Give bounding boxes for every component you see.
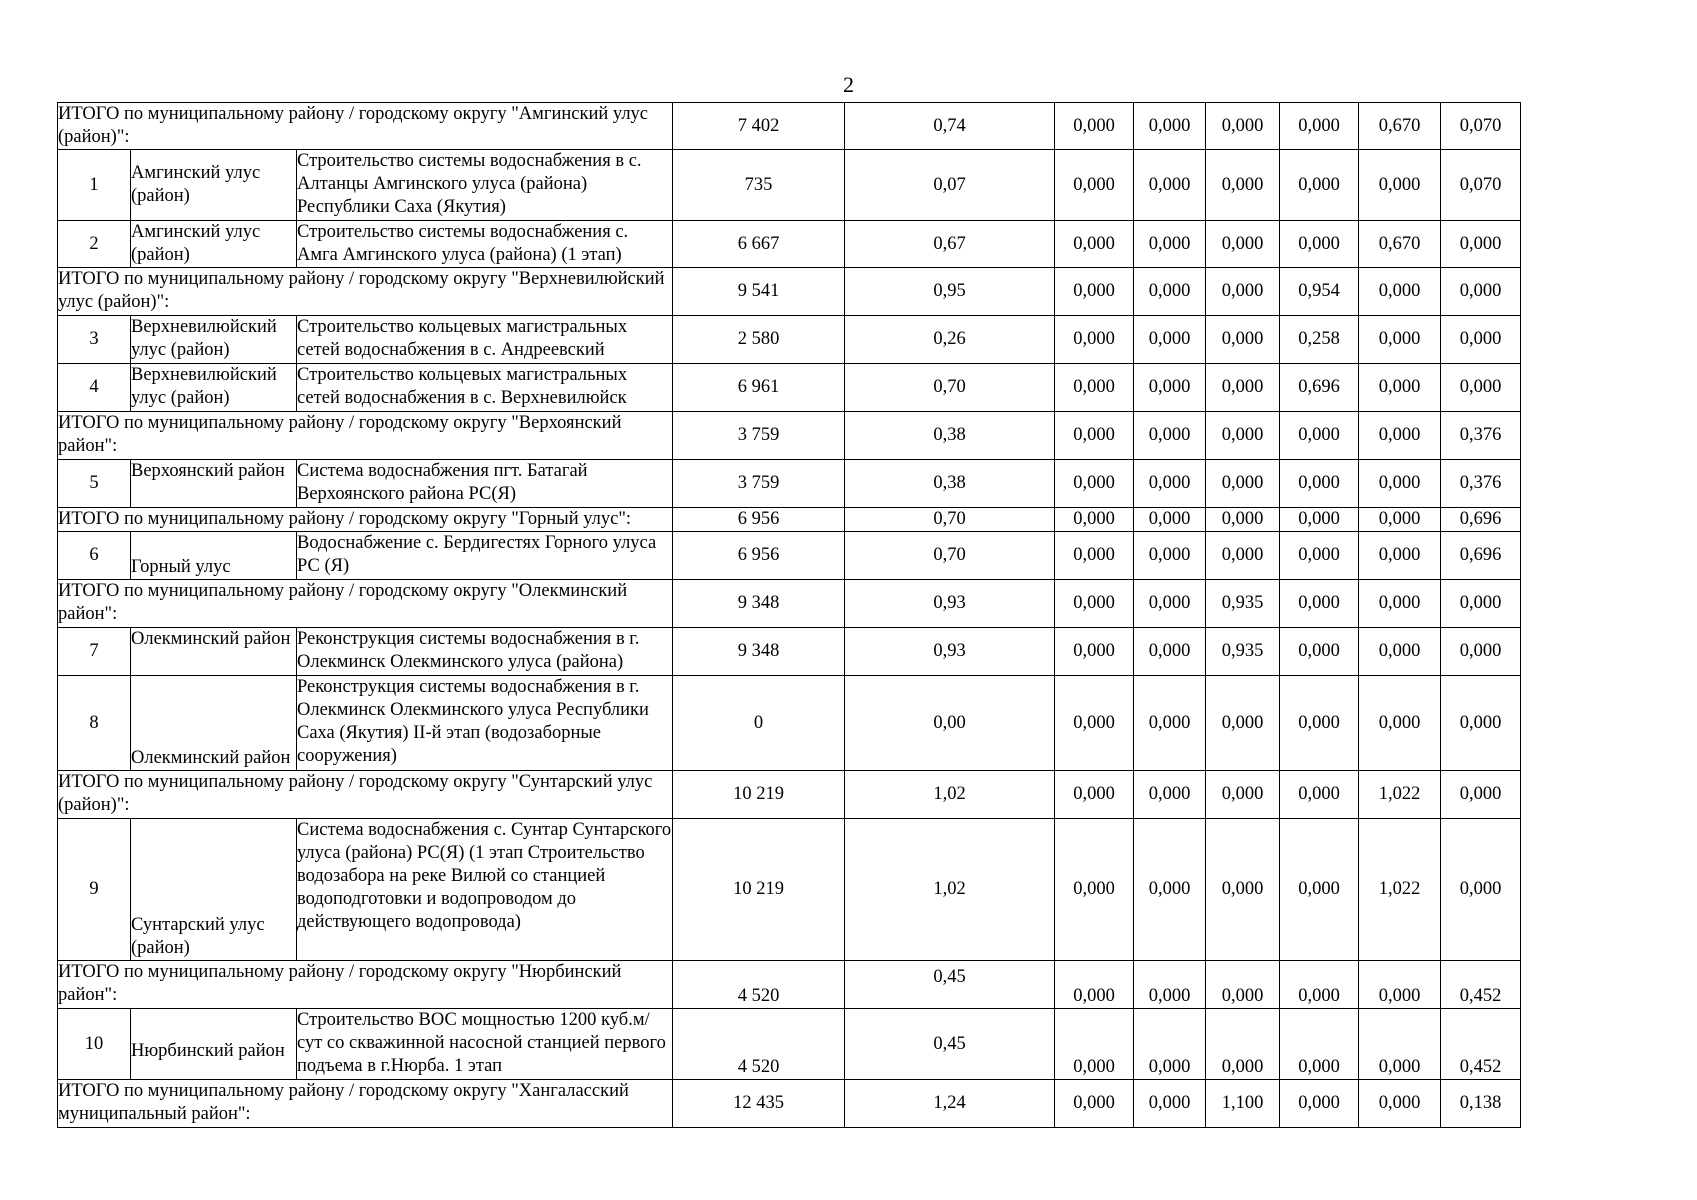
- project-cell: Система водоснабжения пгт. Батагай Верхоянского района РС(Я): [297, 460, 673, 508]
- value-cell: 0,000: [1441, 676, 1521, 771]
- total-cell: 10 219: [673, 819, 845, 961]
- row-number: 9: [58, 819, 131, 961]
- value-cell: 0,000: [1134, 508, 1206, 532]
- share-cell: 0,67: [845, 221, 1055, 268]
- value-cell: 0,000: [1055, 580, 1134, 628]
- value-cell: 0,000: [1134, 316, 1206, 364]
- summary-row: [58, 771, 1521, 819]
- value-cell: 0,000: [1280, 580, 1359, 628]
- district-cell: Верхневилюйский улус (район): [131, 364, 297, 412]
- value-cell: 0,000: [1280, 412, 1359, 460]
- value-cell: 0,000: [1134, 532, 1206, 580]
- project-cell: Строительство кольцевых магистральных сетей водоснабжения в с. Верхневилюйск: [297, 364, 673, 412]
- value-cell: 0,452: [1441, 961, 1521, 1009]
- row-number: 1: [58, 150, 131, 221]
- value-cell: 0,696: [1441, 508, 1521, 532]
- share-cell: 0,38: [845, 412, 1055, 460]
- value-cell: 0,000: [1206, 150, 1280, 221]
- value-cell: 0,000: [1055, 412, 1134, 460]
- project-cell: Строительство кольцевых магистральных сетей водоснабжения в с. Андреевский: [297, 316, 673, 364]
- value-cell: 0,000: [1280, 460, 1359, 508]
- table-row: [58, 150, 1521, 221]
- total-cell: 6 961: [673, 364, 845, 412]
- total-cell: 2 580: [673, 316, 845, 364]
- summary-label: ИТОГО по муниципальному району / городскому округу "Сунтарский улус (район)":: [58, 771, 673, 819]
- value-cell: 0,000: [1206, 412, 1280, 460]
- share-cell: 0,70: [845, 364, 1055, 412]
- district-cell: Нюрбинский район: [131, 1009, 297, 1080]
- value-cell: 0,696: [1441, 532, 1521, 580]
- value-cell: 0,000: [1359, 268, 1441, 316]
- value-cell: 0,000: [1206, 771, 1280, 819]
- summary-label: ИТОГО по муниципальному району / городскому округу "Нюрбинский район":: [58, 961, 673, 1009]
- table-row: [58, 364, 1521, 412]
- value-cell: 0,258: [1280, 316, 1359, 364]
- share-cell: 0,93: [845, 628, 1055, 676]
- value-cell: 0,000: [1055, 508, 1134, 532]
- total-cell: 9 348: [673, 580, 845, 628]
- project-cell: Реконструкция системы водоснабжения в г. Олекминск Олекминского улуса Республики Саха (Якутия) II-й этап (водозаборные сооружения): [297, 676, 673, 771]
- value-cell: 0,000: [1359, 508, 1441, 532]
- table-row: [58, 460, 1521, 508]
- project-cell: Строительство системы водоснабжения с. Амга Амгинского улуса (района) (1 этап): [297, 221, 673, 268]
- page-number: 2: [843, 72, 854, 97]
- value-cell: 0,000: [1206, 460, 1280, 508]
- value-cell: 0,000: [1206, 268, 1280, 316]
- value-cell: 0,000: [1359, 412, 1441, 460]
- value-cell: 0,000: [1055, 532, 1134, 580]
- total-cell: 9 348: [673, 628, 845, 676]
- value-cell: 0,000: [1055, 628, 1134, 676]
- district-cell: Олекминский район: [131, 628, 297, 676]
- value-cell: 0,000: [1134, 961, 1206, 1009]
- value-cell: 0,000: [1280, 628, 1359, 676]
- value-cell: 0,138: [1441, 1080, 1521, 1128]
- project-cell: Водоснабжение с. Бердигестях Горного улуса РС (Я): [297, 532, 673, 580]
- value-cell: 0,000: [1134, 819, 1206, 961]
- value-cell: 0,000: [1055, 1009, 1134, 1080]
- summary-row: [58, 580, 1521, 628]
- value-cell: 0,000: [1055, 150, 1134, 221]
- value-cell: 0,000: [1134, 676, 1206, 771]
- value-cell: 0,000: [1359, 460, 1441, 508]
- row-number: 8: [58, 676, 131, 771]
- value-cell: 0,000: [1280, 1009, 1359, 1080]
- share-cell: 1,02: [845, 819, 1055, 961]
- value-cell: 1,022: [1359, 771, 1441, 819]
- project-cell: Система водоснабжения с. Сунтар Сунтарского улуса (района) РС(Я) (1 этап Строительство водозабора на реке Вилюй со станцией водоподготовки и водопроводом до действующего водопровода): [297, 819, 673, 961]
- value-cell: 0,000: [1441, 771, 1521, 819]
- share-cell: 0,70: [845, 508, 1055, 532]
- district-cell: Верхневилюйский улус (район): [131, 316, 297, 364]
- district-cell: Горный улус: [131, 532, 297, 580]
- value-cell: 0,000: [1280, 771, 1359, 819]
- value-cell: 0,000: [1206, 221, 1280, 268]
- value-cell: 0,000: [1134, 268, 1206, 316]
- share-cell: 0,93: [845, 580, 1055, 628]
- total-cell: 6 956: [673, 532, 845, 580]
- value-cell: 0,000: [1359, 532, 1441, 580]
- share-cell: 0,00: [845, 676, 1055, 771]
- value-cell: 0,000: [1134, 150, 1206, 221]
- value-cell: 0,000: [1441, 316, 1521, 364]
- total-cell: 6 956: [673, 508, 845, 532]
- value-cell: 0,000: [1055, 676, 1134, 771]
- value-cell: 0,935: [1206, 628, 1280, 676]
- value-cell: 0,000: [1280, 508, 1359, 532]
- share-cell: 0,26: [845, 316, 1055, 364]
- value-cell: 0,000: [1280, 150, 1359, 221]
- value-cell: 0,000: [1359, 1009, 1441, 1080]
- value-cell: 0,000: [1134, 628, 1206, 676]
- total-cell: 12 435: [673, 1080, 845, 1128]
- value-cell: 1,100: [1206, 1080, 1280, 1128]
- value-cell: 0,000: [1359, 628, 1441, 676]
- table-row: [58, 676, 1521, 771]
- value-cell: 0,000: [1134, 103, 1206, 150]
- value-cell: 0,000: [1441, 268, 1521, 316]
- value-cell: 0,000: [1359, 316, 1441, 364]
- value-cell: 0,000: [1206, 103, 1280, 150]
- row-number: 2: [58, 221, 131, 268]
- total-cell: 0: [673, 676, 845, 771]
- value-cell: 0,000: [1134, 221, 1206, 268]
- row-number: 3: [58, 316, 131, 364]
- value-cell: 0,000: [1134, 412, 1206, 460]
- value-cell: 0,000: [1441, 221, 1521, 268]
- value-cell: 0,376: [1441, 460, 1521, 508]
- value-cell: 0,696: [1280, 364, 1359, 412]
- summary-label: ИТОГО по муниципальному району / городскому округу "Амгинский улус (район)":: [58, 103, 673, 150]
- value-cell: 0,376: [1441, 412, 1521, 460]
- project-cell: Строительство системы водоснабжения в с. Алтанцы Амгинского улуса (района) Республики Саха (Якутия): [297, 150, 673, 221]
- share-cell: 1,02: [845, 771, 1055, 819]
- project-cell: Строительство ВОС мощностью 1200 куб.м/сут со скважинной насосной станцией первого подъема в г.Нюрба. 1 этап: [297, 1009, 673, 1080]
- value-cell: 0,000: [1134, 364, 1206, 412]
- value-cell: 0,000: [1055, 221, 1134, 268]
- value-cell: 0,000: [1359, 1080, 1441, 1128]
- value-cell: 0,000: [1359, 580, 1441, 628]
- share-cell: 0,38: [845, 460, 1055, 508]
- value-cell: 0,000: [1441, 819, 1521, 961]
- value-cell: 1,022: [1359, 819, 1441, 961]
- value-cell: 0,000: [1055, 364, 1134, 412]
- value-cell: 0,000: [1206, 316, 1280, 364]
- district-cell: Амгинский улус (район): [131, 221, 297, 268]
- value-cell: 0,000: [1134, 1080, 1206, 1128]
- table-row: [58, 1009, 1521, 1080]
- value-cell: 0,000: [1280, 819, 1359, 961]
- summary-row: [58, 1080, 1521, 1128]
- value-cell: 0,000: [1055, 961, 1134, 1009]
- total-cell: 4 520: [673, 1009, 845, 1080]
- total-cell: 3 759: [673, 460, 845, 508]
- total-cell: 6 667: [673, 221, 845, 268]
- value-cell: 0,000: [1055, 771, 1134, 819]
- share-cell: 0,70: [845, 532, 1055, 580]
- value-cell: 0,000: [1134, 460, 1206, 508]
- value-cell: 0,000: [1206, 819, 1280, 961]
- total-cell: 735: [673, 150, 845, 221]
- value-cell: 0,000: [1441, 580, 1521, 628]
- row-number: 5: [58, 460, 131, 508]
- total-cell: 9 541: [673, 268, 845, 316]
- summary-row: [58, 961, 1521, 1009]
- summary-row: [58, 412, 1521, 460]
- summary-label: ИТОГО по муниципальному району / городскому округу "Хангаласский муниципальный район":: [58, 1080, 673, 1128]
- row-number: 10: [58, 1009, 131, 1080]
- share-cell: 0,95: [845, 268, 1055, 316]
- share-cell: 0,45: [845, 961, 1055, 1009]
- summary-row: [58, 103, 1521, 150]
- summary-row: [58, 508, 1521, 532]
- value-cell: 0,000: [1280, 1080, 1359, 1128]
- value-cell: 0,000: [1055, 819, 1134, 961]
- district-cell: Верхоянский район: [131, 460, 297, 508]
- value-cell: 0,000: [1359, 364, 1441, 412]
- value-cell: 0,000: [1359, 676, 1441, 771]
- value-cell: 0,670: [1359, 103, 1441, 150]
- value-cell: 0,000: [1206, 1009, 1280, 1080]
- table-row: [58, 628, 1521, 676]
- summary-row: [58, 268, 1521, 316]
- summary-label: ИТОГО по муниципальному району / городскому округу "Олекминский район":: [58, 580, 673, 628]
- value-cell: 0,000: [1441, 364, 1521, 412]
- district-cell: Амгинский улус (район): [131, 150, 297, 221]
- share-cell: 0,74: [845, 103, 1055, 150]
- summary-label: ИТОГО по муниципальному району / городскому округу "Верхневилюйский улус (район)":: [58, 268, 673, 316]
- value-cell: 0,000: [1280, 961, 1359, 1009]
- total-cell: 7 402: [673, 103, 845, 150]
- table-row: [58, 221, 1521, 268]
- value-cell: 0,000: [1055, 1080, 1134, 1128]
- share-cell: 0,45: [845, 1009, 1055, 1080]
- summary-label: ИТОГО по муниципальному району / городскому округу "Верхоянский район":: [58, 412, 673, 460]
- table-row: [58, 316, 1521, 364]
- total-cell: 3 759: [673, 412, 845, 460]
- row-number: 4: [58, 364, 131, 412]
- value-cell: 0,452: [1441, 1009, 1521, 1080]
- table-row: [58, 532, 1521, 580]
- total-cell: 10 219: [673, 771, 845, 819]
- objects-table: [57, 102, 1521, 1128]
- value-cell: 0,000: [1055, 268, 1134, 316]
- value-cell: 0,000: [1206, 676, 1280, 771]
- value-cell: 0,670: [1359, 221, 1441, 268]
- value-cell: 0,000: [1280, 676, 1359, 771]
- total-cell: 4 520: [673, 961, 845, 1009]
- district-cell: Олекминский район: [131, 676, 297, 771]
- row-number: 6: [58, 532, 131, 580]
- table-row: [58, 819, 1521, 961]
- value-cell: 0,954: [1280, 268, 1359, 316]
- value-cell: 0,000: [1055, 316, 1134, 364]
- value-cell: 0,000: [1206, 364, 1280, 412]
- value-cell: 0,000: [1055, 103, 1134, 150]
- value-cell: 0,070: [1441, 103, 1521, 150]
- value-cell: 0,070: [1441, 150, 1521, 221]
- project-cell: Реконструкция системы водоснабжения в г. Олекминск Олекминского улуса (района): [297, 628, 673, 676]
- value-cell: 0,000: [1280, 103, 1359, 150]
- value-cell: 0,000: [1134, 771, 1206, 819]
- row-number: 7: [58, 628, 131, 676]
- share-cell: 0,07: [845, 150, 1055, 221]
- value-cell: 0,000: [1280, 532, 1359, 580]
- value-cell: 0,000: [1055, 460, 1134, 508]
- summary-label: ИТОГО по муниципальному району / городскому округу "Горный улус":: [58, 508, 673, 532]
- share-cell: 1,24: [845, 1080, 1055, 1128]
- value-cell: 0,935: [1206, 580, 1280, 628]
- value-cell: 0,000: [1280, 221, 1359, 268]
- value-cell: 0,000: [1134, 1009, 1206, 1080]
- value-cell: 0,000: [1206, 508, 1280, 532]
- value-cell: 0,000: [1206, 532, 1280, 580]
- value-cell: 0,000: [1359, 150, 1441, 221]
- value-cell: 0,000: [1359, 961, 1441, 1009]
- district-cell: Сунтарский улус (район): [131, 819, 297, 961]
- value-cell: 0,000: [1441, 628, 1521, 676]
- value-cell: 0,000: [1206, 961, 1280, 1009]
- value-cell: 0,000: [1134, 580, 1206, 628]
